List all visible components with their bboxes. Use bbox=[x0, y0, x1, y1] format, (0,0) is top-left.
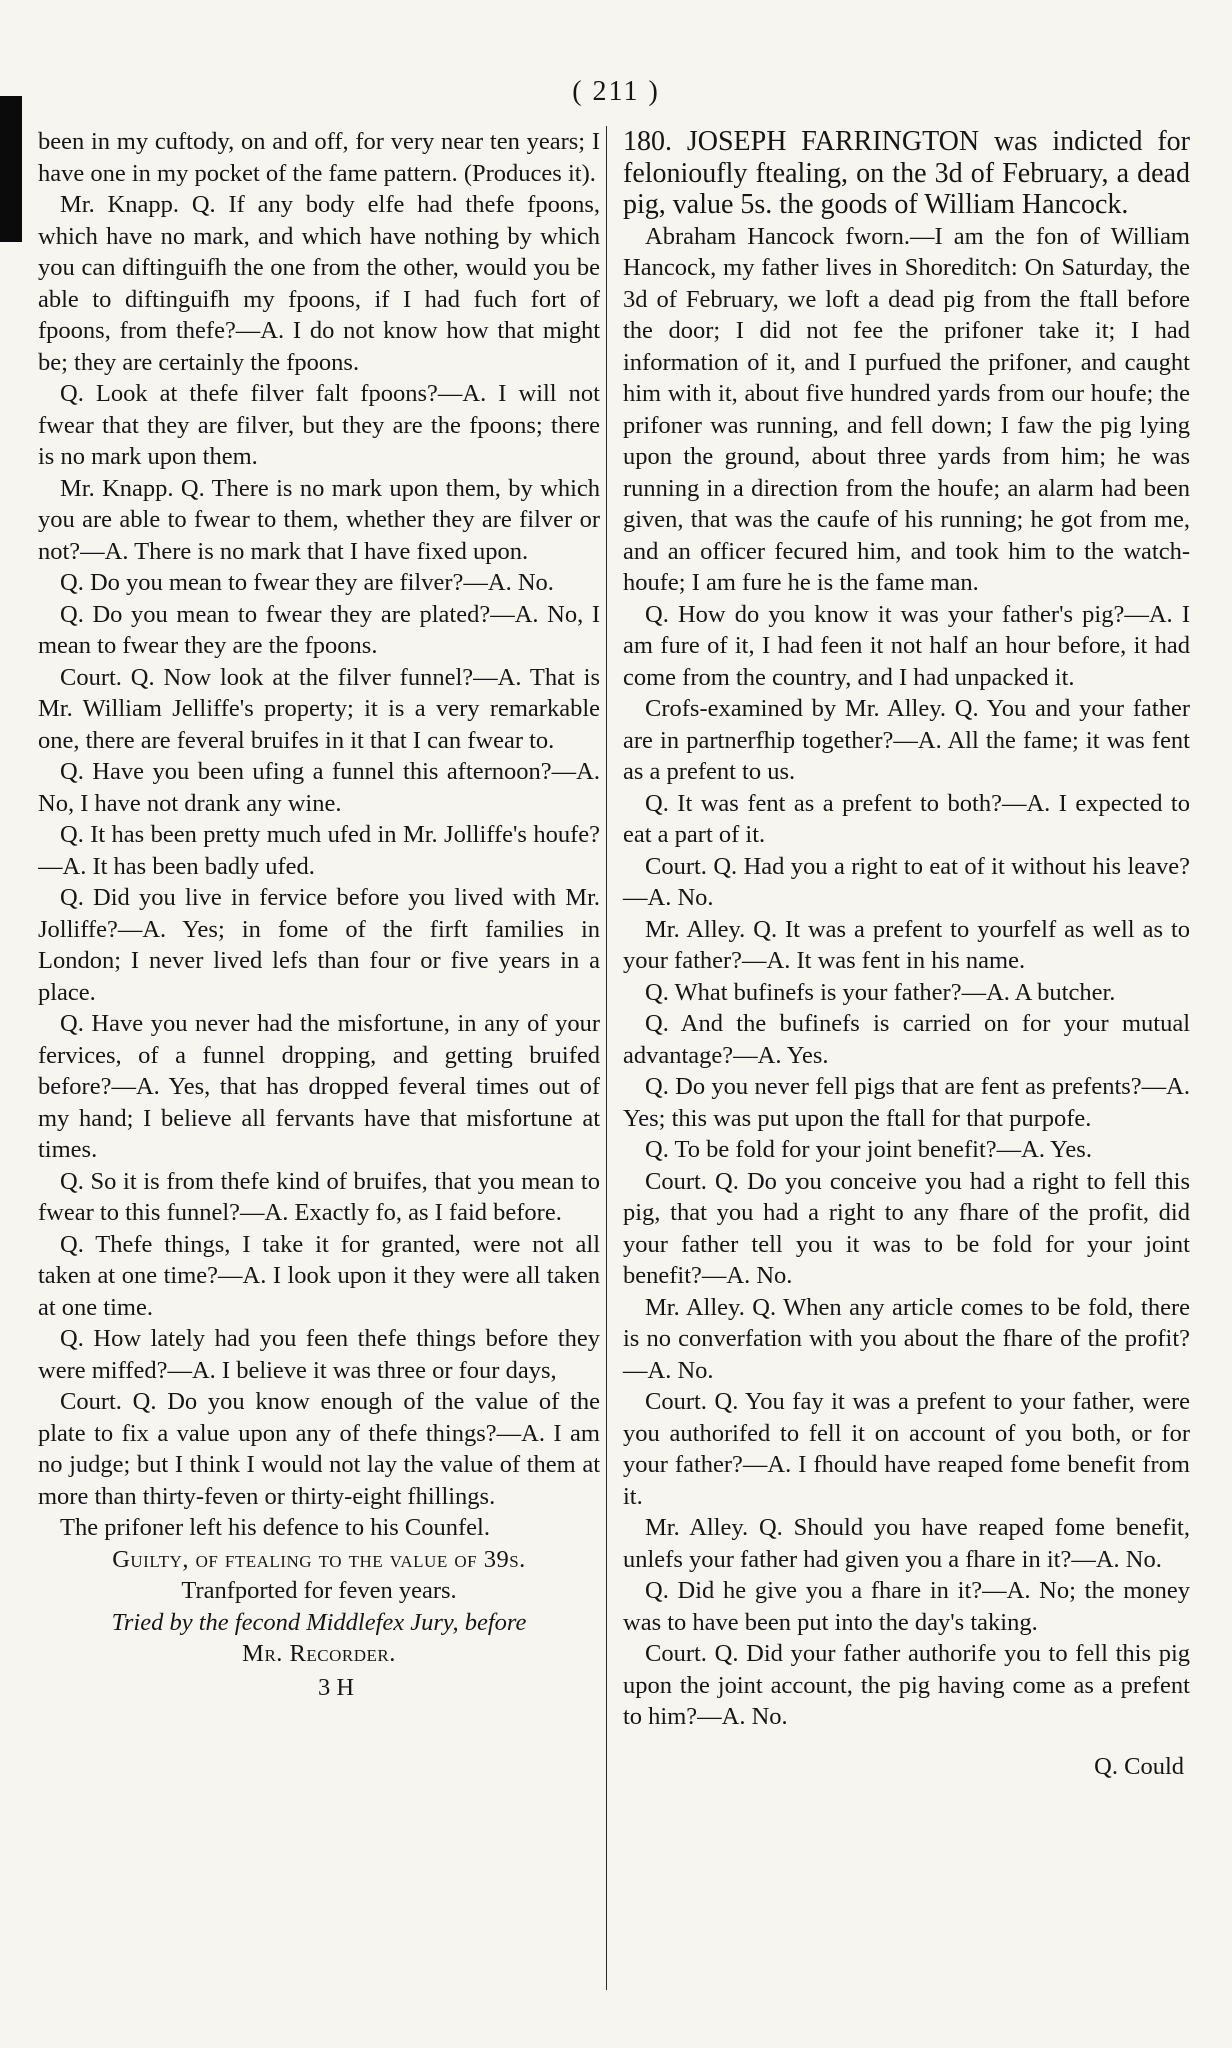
left-paragraph-10: Q. Did you live in fervice before you lived with Mr. Jolliffe?—A. Yes; in fome of the firft families in London; I never lived lefs than four or five years in a place. bbox=[38, 884, 600, 1006]
right-paragraph-8: Q. What bufinefs is your father?—A. A butcher. bbox=[645, 978, 1116, 1006]
left-paragraph-2: Mr. Knapp. Q. If any body elfe had thefe fpoons, which have no mark, and which have nothing by which you can diftinguifh the one from the other, would you be able to diftinguifh my fpoons, if I had fuch fort of fpoons, from thefe?—A. I do not know how that might be; they are certainly the fpoons. bbox=[38, 191, 600, 376]
left-paragraph-8: Q. Have you been ufing a funnel this afternoon?—A. No, I have not drank any wine. bbox=[38, 758, 600, 817]
left-paragraph-11: Q. Have you never had the misfortune, in any of your fervices, of a funnel dropping, and getting bruifed before?—A. Yes, that has dropped feveral times out of my hand; I believe all fervants have that misfortune at times. bbox=[38, 1010, 600, 1163]
right-column bbox=[606, 126, 1190, 1990]
right-paragraph-2: Abraham Hancock fworn.—I am the fon of William Hancock, my father lives in Shoreditch: On Saturday, the 3d of February, we loft a dead pig from the ftall before the door; I did not fee the prifoner take it; I had information of it, and I purfued the prifoner, and caught him with it, about five hundred yards from our houfe; the prifoner was running, and fell down; I faw the pig lying upon the ground, about three yards from him; he was running in a direction from the houfe; an alarm had been given, that was the caufe of his running; he got from me, and an officer fecured him, and took him to the watch-houfe; I am fure he is the fame man. bbox=[623, 222, 1190, 596]
left-paragraph-16: The prifoner left his defence to his Counfel. bbox=[60, 1514, 490, 1541]
left-paragraph-1: been in my cuftody, on and off, for very near ten years; I have one in my pocket of the fame pattern. (Produces it). bbox=[38, 128, 600, 187]
jury-line-text: Tried by the fecond Middlefex Jury, before bbox=[111, 1608, 527, 1636]
right-paragraph-15: Mr. Alley. Q. Should you have reaped fome benefit, unlefs your father had given you a fhare in it?—A. No. bbox=[623, 1514, 1190, 1573]
page-number: ( 211 ) bbox=[572, 76, 660, 107]
left-paragraph-5: Q. Do you mean to fwear they are filver?—A. No. bbox=[60, 569, 554, 596]
jury-line bbox=[38, 1607, 600, 1639]
right-paragraph-6: Court. Q. Had you a right to eat of it without his leave?—A. No. bbox=[623, 852, 1190, 911]
left-paragraph-7: Court. Q. Now look at the filver funnel?—A. That is Mr. William Jelliffe's property; it is a very remarkable one, there are feveral bruifes in it that I can fwear to. bbox=[38, 663, 600, 754]
left-column bbox=[38, 126, 600, 1990]
left-paragraph-13: Q. Thefe things, I take it for granted, were not all taken at one time?—A. I look upon it they were all taken at one time. bbox=[38, 1230, 600, 1321]
left-paragraph-12: Q. So it is from thefe kind of bruifes, that you mean to fwear to this funnel?—A. Exactly fo, as I faid before. bbox=[38, 1167, 600, 1226]
recorder-line: Mr. Recorder. bbox=[242, 1640, 396, 1667]
right-paragraph-13: Mr. Alley. Q. When any article comes to be fold, there is no converfation with you about the fhare of the profit?—A. No. bbox=[623, 1293, 1190, 1384]
right-paragraph-16: Q. Did he give you a fhare in it?—A. No; the money was to have been put into the day's taking. bbox=[623, 1577, 1190, 1636]
right-paragraph-17: Court. Q. Did your father authorife you to fell this pig upon the joint account, the pig having come as a prefent to him?—A. No. bbox=[623, 1640, 1190, 1730]
right-paragraph-12: Court. Q. Do you conceive you had a right to fell this pig, that you had a right to any fhare of the profit, did your father tell you it was to be fold for your joint benefit?—A. No. bbox=[623, 1167, 1190, 1289]
right-paragraph-3: Q. How do you know it was your father's pig?—A. I am fure of it, I had feen it not half an hour before, it had come from the country, and I had unpacked it. bbox=[623, 600, 1190, 691]
left-paragraph-9: Q. It has been pretty much ufed in Mr. Jolliffe's houfe?—A. It has been badly ufed. bbox=[38, 821, 600, 880]
sentence: Tranfported for feven years. bbox=[181, 1577, 457, 1604]
right-paragraph-14: Court. Q. You fay it was a prefent to your father, were you authorifed to fell it on account of you both, or for your father?—A. I fhould have reaped fome benefit from it. bbox=[623, 1388, 1190, 1510]
right-paragraph-9: Q. And the bufinefs is carried on for your mutual advantage?—A. Yes. bbox=[623, 1010, 1190, 1069]
left-paragraph-14: Q. How lately had you feen thefe things before they were miffed?—A. I believe it was three or four days, bbox=[38, 1325, 600, 1384]
right-paragraph-11: Q. To be fold for your joint benefit?—A. Yes. bbox=[645, 1136, 1092, 1163]
left-paragraph-3: Q. Look at thefe filver falt fpoons?—A. I will not fwear that they are filver, but they are the fpoons; there is no mark upon them. bbox=[38, 380, 600, 470]
page-edge-bar bbox=[0, 96, 22, 242]
right-paragraph-5: Q. It was fent as a prefent to both?—A. I expected to eat a part of it. bbox=[623, 789, 1190, 848]
verdict: Guilty, of ftealing to the value of 39s. bbox=[112, 1545, 526, 1573]
catchword: Q. Could bbox=[1094, 1752, 1184, 1780]
left-paragraph-6: Q. Do you mean to fwear they are plated?—A. No, I mean to fwear they are the fpoons. bbox=[38, 600, 600, 659]
right-paragraph-4: Crofs-examined by Mr. Alley. Q. You and your father are in partnerfhip together?—A. All the fame; it was fent as a prefent to us. bbox=[623, 695, 1190, 785]
left-paragraph-4: Mr. Knapp. Q. There is no mark upon them, by which you are able to fwear to them, whether they are filver or not?—A. There is no mark that I have fixed upon. bbox=[38, 474, 600, 565]
right-paragraph-1: 180. JOSEPH FARRINGTON was indicted for felonioufly ftealing, on the 3d of February, a dead pig, value 5s. the goods of William Hancock. bbox=[623, 126, 1190, 220]
signature-mark: 3 H bbox=[318, 1673, 355, 1701]
left-paragraph-15: Court. Q. Do you know enough of the value of the plate to fix a value upon any of thefe things?—A. I am no judge; but I think I would not lay the value of them at more than thirty-feven or thirty-eight fhillings. bbox=[38, 1388, 600, 1510]
right-paragraph-7: Mr. Alley. Q. It was a prefent to yourfelf as well as to your father?—A. It was fent in his name. bbox=[623, 915, 1190, 974]
right-paragraph-10: Q. Do you never fell pigs that are fent as prefents?—A. Yes; this was put upon the ftall for that purpofe. bbox=[623, 1073, 1190, 1132]
